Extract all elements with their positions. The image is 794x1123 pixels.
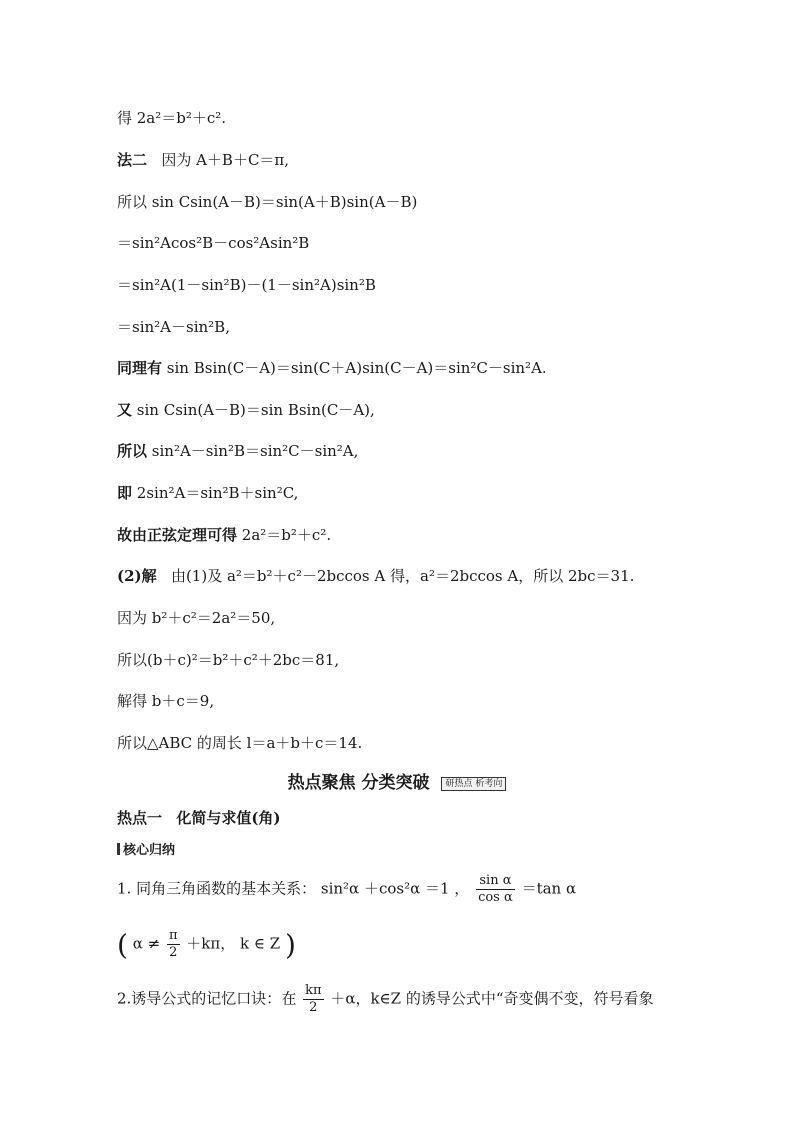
line-step-3: 所以 sin Csin(A－B)＝sin(A＋B)sin(A－B): [117, 193, 418, 211]
step-7-label: 同理有: [117, 359, 163, 377]
method-two-text: 因为 A＋B＋C＝π,: [161, 151, 290, 169]
hotspot-label: 热点一: [117, 809, 163, 827]
line-step-10: [117, 483, 298, 503]
close-paren-icon: ): [284, 928, 296, 962]
step-10-text: 2sin²A＝sin²B＋sin²C,: [136, 484, 299, 502]
line-step-6: ＝sin²A－sin²B,: [117, 318, 230, 336]
cond-frac-num: π: [168, 928, 178, 943]
item-1-prefix: 1. 同角三角函数的基本关系：: [117, 879, 317, 898]
item-2-frac-num: kπ: [305, 983, 322, 998]
line-step-5: ＝sin²A(1－sin²B)－(1－sin²A)sin²B: [117, 276, 376, 294]
item-1-eq1: sin²α ＋cos²α ＝1 ，: [320, 879, 470, 898]
item-1-eq2: ＝tan α: [521, 879, 577, 898]
cond-suffix: ＋kπ， k ∈ Z: [186, 934, 281, 953]
step-7-text: sin Bsin(C－A)＝sin(C＋A)sin(C－A)＝sin²C－sin²A.: [166, 359, 547, 377]
line-step-11: [117, 525, 331, 545]
line-step-9: [117, 441, 358, 461]
section-tag: 研热点 析考向: [441, 777, 506, 791]
step-8-text: sin Csin(A－B)＝sin Bsin(C－A),: [136, 401, 375, 419]
step-11-label: 故由正弦定理可得: [117, 526, 238, 544]
line-step-7: [117, 358, 547, 378]
section-title-text: 热点聚焦 分类突破: [287, 773, 430, 793]
step-9-text: sin²A－sin²B＝sin²C－sin²A,: [151, 442, 359, 460]
step-8-label: 又: [117, 401, 133, 419]
line-step-15: 解得 b＋c＝9,: [117, 692, 215, 710]
part-2-text: 由(1)及 a²＝b²＋c²－2bccos A 得，a²＝2bccos A，所以 2bc＝31.: [170, 567, 635, 585]
open-paren-icon: (: [117, 928, 128, 962]
line-method-two: [117, 150, 289, 170]
line-step-16: 所以△ABC 的周长 l＝a＋b＋c＝14.: [117, 734, 363, 752]
item-1-fraction: [476, 873, 515, 906]
item-1-frac-den: cos α: [478, 890, 513, 905]
part-2-label: (2)解: [117, 567, 157, 585]
hotspot-title: 化简与求值(角): [176, 809, 281, 827]
cond-fraction: [167, 928, 180, 961]
line-step-13: 因为 b²＋c²＝2a²＝50,: [117, 609, 276, 627]
item-2-frac-den: 2: [309, 1000, 318, 1015]
item-2-suffix: ＋α，k∈Z 的诱导公式中“奇变偶不变，符号看象: [330, 989, 654, 1008]
line-part-2: [117, 566, 634, 586]
hotspot-heading: [117, 808, 281, 828]
summary-heading-text: 核心归纳: [123, 843, 176, 858]
item-1-condition: [117, 928, 296, 961]
method-two-label: 法二: [117, 151, 148, 169]
step-11-text: 2a²＝b²＋c².: [241, 526, 332, 544]
step-10-label: 即: [117, 484, 133, 502]
cond-prefix: α ≠: [132, 934, 165, 953]
item-2-fraction: [303, 983, 323, 1016]
line-step-4: ＝sin²Acos²B－cos²Asin²B: [117, 234, 310, 252]
heading-bar-icon: [117, 843, 120, 855]
line-result-1: 得 2a²＝b²＋c².: [117, 109, 227, 127]
section-title: [0, 772, 794, 794]
item-1: [117, 873, 576, 906]
line-step-8: [117, 400, 375, 420]
item-1-frac-num: sin α: [476, 873, 515, 890]
item-2: [117, 983, 654, 1016]
summary-heading: [117, 842, 175, 860]
cond-frac-den: 2: [169, 945, 178, 960]
line-step-14: 所以(b＋c)²＝b²＋c²＋2bc＝81,: [117, 651, 340, 669]
item-2-prefix: 2.诱导公式的记忆口诀：在: [117, 989, 297, 1008]
step-9-label: 所以: [117, 442, 148, 460]
